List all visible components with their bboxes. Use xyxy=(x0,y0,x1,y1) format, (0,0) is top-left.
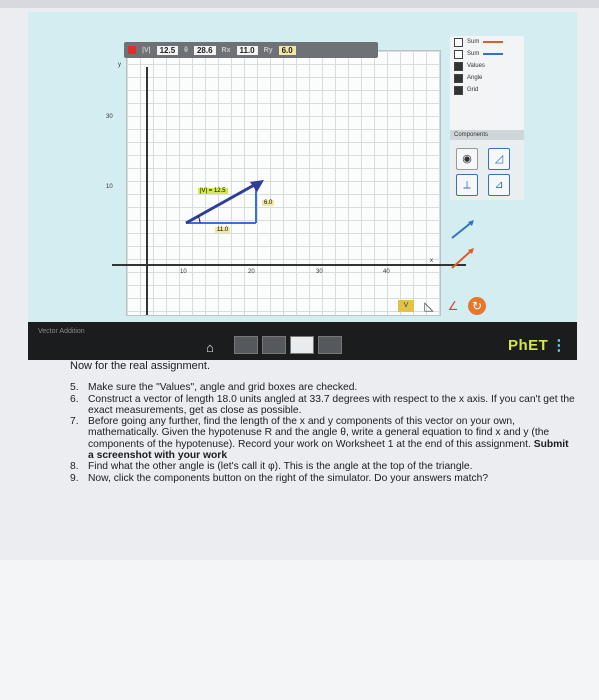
item-text-body: Before going any further, find the length of the x and y components of this vector on your own, mathematically. Given the hypotenuse R and the angle θ, write a general equation to find x and y (the components of the hypotenuse). Record your work on Worksheet 1 at the end of this assignment. xyxy=(88,416,550,450)
vector-label-icon[interactable]: V xyxy=(398,300,414,312)
sim-title: Vector Addition xyxy=(38,328,85,335)
options-panel xyxy=(450,36,524,136)
bottom-tools xyxy=(398,297,486,315)
x-component-value: 11.0 xyxy=(237,46,258,55)
list-item xyxy=(70,461,575,472)
item-text: Make sure the "Values", angle and grid boxes are checked. xyxy=(88,382,358,394)
list-item xyxy=(70,416,575,461)
x-tick-label: 20 xyxy=(248,269,255,275)
checkbox[interactable] xyxy=(454,38,463,47)
list-item xyxy=(70,394,575,417)
menu-icon[interactable]: ⋮ xyxy=(551,337,567,354)
home-icon[interactable]: ⌂ xyxy=(206,340,214,355)
item-text: Find what the other angle is (let's call it φ). This is the angle at the top of the triangle. xyxy=(88,461,473,473)
screen-tab-equations[interactable] xyxy=(318,336,342,354)
assignment-heading: Now for the real assignment. xyxy=(70,360,211,372)
list-item xyxy=(70,382,575,393)
screen-tab-explore1d[interactable] xyxy=(234,336,258,354)
components-title: Components xyxy=(450,130,524,140)
eye-icon[interactable]: ◉ xyxy=(456,148,478,170)
item-number: 7. xyxy=(70,416,79,428)
navigation-bar xyxy=(28,322,577,360)
option-label: Values xyxy=(467,63,485,69)
list-item xyxy=(70,473,575,484)
checkbox[interactable] xyxy=(454,62,463,71)
y-component-value: 6.0 xyxy=(279,46,296,55)
checkbox[interactable] xyxy=(454,50,463,59)
sum-arrow-icon xyxy=(483,41,503,43)
angle-symbol: θ xyxy=(184,46,188,54)
angle-checkbox-row[interactable] xyxy=(450,72,524,84)
y-tick-label: 10 xyxy=(106,184,113,190)
assignment-text xyxy=(70,361,575,484)
triangle-icon[interactable]: ◺ xyxy=(424,299,434,313)
item-text: Now, click the components button on the right of the simulator. Do your answers match? xyxy=(88,472,489,484)
components-axes-icon[interactable]: ⊿ xyxy=(488,174,510,196)
option-label: Angle xyxy=(467,75,483,81)
option-label: Grid xyxy=(467,87,479,93)
magnitude-value: 12.5 xyxy=(157,46,179,55)
item-number: 6. xyxy=(70,393,79,405)
option-label: Sum xyxy=(467,51,480,57)
item-text-bold: Submit a screenshot with your work xyxy=(88,438,569,462)
sum-arrow-icon xyxy=(483,53,503,55)
phet-logo[interactable] xyxy=(508,336,567,354)
x-tick-label: 10 xyxy=(180,269,187,275)
x-tick-label: 40 xyxy=(383,269,390,275)
sum-checkbox-row[interactable] xyxy=(450,48,524,60)
phet-brand: PhET xyxy=(508,337,549,354)
photo-background xyxy=(0,0,599,8)
screen-tab-explore2d[interactable] xyxy=(262,336,286,354)
reset-icon[interactable]: ↻ xyxy=(468,297,486,315)
simulator-window xyxy=(28,12,577,360)
magnitude-symbol: |V| xyxy=(142,46,151,54)
blue-vector-icon xyxy=(452,222,472,238)
values-checkbox-row[interactable] xyxy=(450,60,524,72)
option-label: Sum xyxy=(467,39,480,45)
grid-checkbox-row[interactable] xyxy=(450,84,524,96)
item-text: Construct a vector of length 18.0 units angled at 33.7 degrees with respect to the x axis. If you can't get the exact measurements, get as close as possible. xyxy=(88,393,575,416)
x-component-symbol: Rx xyxy=(221,46,231,54)
item-text xyxy=(88,416,575,461)
checkbox[interactable] xyxy=(454,86,463,95)
components-split-icon[interactable]: ⟂ xyxy=(456,174,478,196)
components-panel xyxy=(450,130,524,200)
vector-bucket[interactable] xyxy=(444,210,514,270)
sim-stage xyxy=(28,12,577,322)
checkbox[interactable] xyxy=(454,74,463,83)
orange-vector-icon xyxy=(452,250,472,268)
y-tick-label: 30 xyxy=(106,114,113,120)
angle-icon[interactable]: ∠ xyxy=(447,299,459,313)
x-component-label: 11.0 xyxy=(217,227,229,233)
item-number: 5. xyxy=(70,382,79,394)
y-component-symbol: Ry xyxy=(263,46,273,54)
paper-background xyxy=(0,560,599,700)
x-axis-label: x xyxy=(430,258,433,264)
angle-value: 28.6 xyxy=(194,46,216,55)
y-component-label: 6.0 xyxy=(264,200,273,206)
x-tick-label: 30 xyxy=(316,269,323,275)
screen-tab-lab[interactable] xyxy=(290,336,314,354)
y-axis-label: y xyxy=(118,62,121,68)
components-triangle-icon[interactable]: ◿ xyxy=(488,148,510,170)
item-number: 9. xyxy=(70,472,79,484)
vector-magnitude-label: |V| = 12.5 xyxy=(200,188,226,194)
item-number: 8. xyxy=(70,461,79,473)
sum-checkbox-row[interactable] xyxy=(450,36,524,48)
